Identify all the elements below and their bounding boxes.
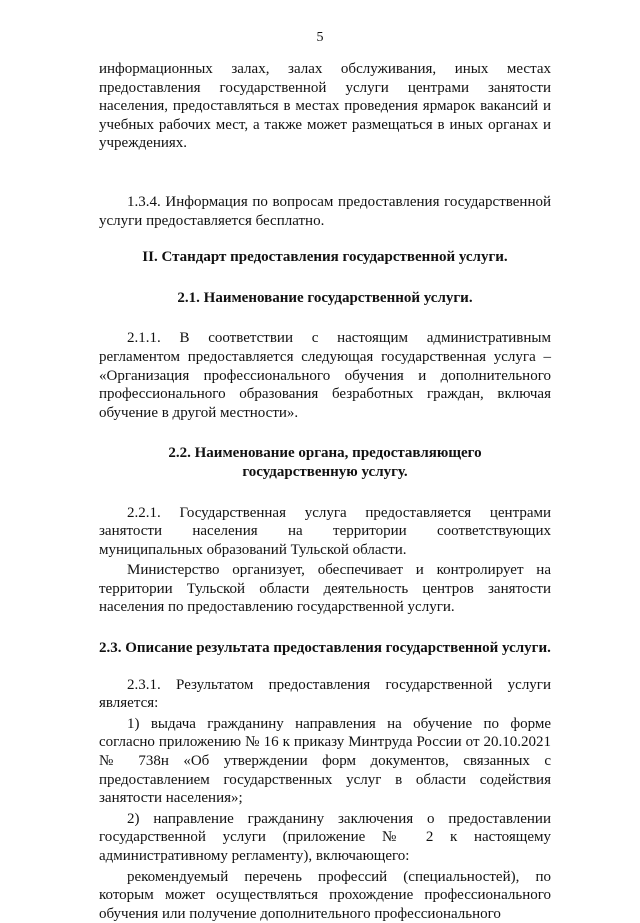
subsection-heading: 2.3. Описание результата предоставления государственной услуги. <box>99 640 551 657</box>
list-item: рекомендуемый перечень профессий (специальностей), по которым может осуществляться прохождение профессионального обучения или получение дополнительного профессионального <box>99 868 551 922</box>
document-body <box>99 60 551 923</box>
heading-line: 2.2. Наименование органа, предоставляющего <box>168 445 482 462</box>
subsection-heading: 2.1. Наименование государственной услуги. <box>177 289 473 306</box>
page-number: 5 <box>316 30 324 45</box>
paragraph: 2.3.1. Результатом предоставления государственной услуги является: <box>99 676 551 712</box>
paragraph: 2.2.1. Государственная услуга предоставляется центрами занятости населения на территории соответствующих муниципальных образований Тульской области. <box>99 504 551 558</box>
paragraph: информационных залах, залах обслуживания, иных местах предоставления государственной услуги центрами занятости населения, предоставляться в местах проведения ярмарок вакансий и учебных рабочих мест, а также может размещаться в иных органах и учреждениях. <box>99 61 551 152</box>
paragraph: 2.1.1. В соответствии с настоящим административным регламентом предоставляется следующая государственная услуга – «Организация профессионального обучения и дополнительного профессионального образования безработных граждан, включая обучение в другой местности». <box>99 330 551 421</box>
list-item: 1) выдача гражданину направления на обучение по форме согласно приложению № 16 к приказу Минтруда России от 20.10.2021 № 738н «Об утверждении форм документов, связанных с предоставлением государственных услуг в области содействия занятости населения»; <box>99 715 551 807</box>
paragraph: 1.3.4. Информация по вопросам предоставления государственной услуги предоставляется бесплатно. <box>99 193 551 229</box>
heading-line: государственную услугу. <box>242 463 408 480</box>
section-heading: II. Стандарт предоставления государственной услуги. <box>142 249 508 266</box>
list-item: 2) направление гражданину заключения о предоставлении государственной услуги (приложение № 2 к настоящему административному регламенту), включающего: <box>99 810 551 864</box>
paragraph: Министерство организует, обеспечивает и контролирует на территории Тульской области деятельность центров занятости населения по предоставлению государственной услуги. <box>99 562 551 616</box>
subsection-heading <box>99 444 551 481</box>
